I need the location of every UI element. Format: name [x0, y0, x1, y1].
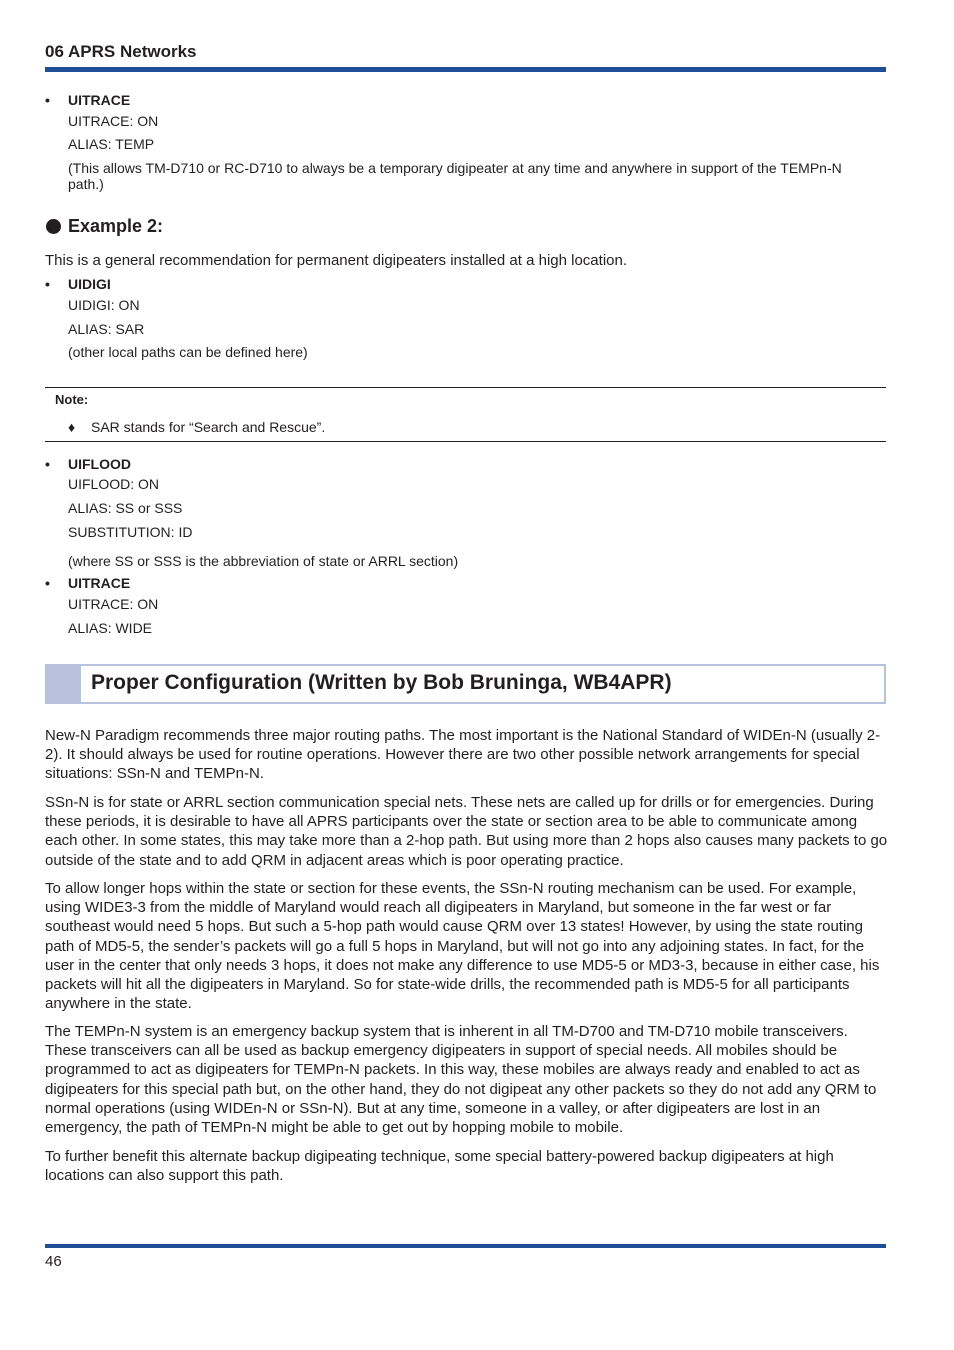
section-title: Proper Configuration (Written by Bob Bruninga, WB4APR) [91, 671, 672, 694]
example-bullet-dot [46, 219, 61, 234]
bullet: • [45, 92, 50, 108]
note-bottom-rule [45, 441, 886, 442]
uitrace-heading: UITRACE [68, 92, 131, 108]
uitrace-line-1: UITRACE: ON [68, 113, 159, 129]
uitrace2-line-2: ALIAS: WIDE [68, 620, 153, 636]
note-label: Note: [55, 392, 89, 407]
page-header-title: 06 APRS Networks [45, 42, 197, 61]
paragraph-1: New-N Paradigm recommends three major routing paths. The most important is the National Standard of WIDEn-N (usually 2-2). It should always be used for routine operations. However there are two other possible network arrangements for special situations: SSn-N and TEMPn-N. [45, 727, 881, 783]
uitrace2-line-1: UITRACE: ON [68, 596, 159, 612]
example-description: This is a general recommendation for permanent digipeaters installed at a high location. [45, 252, 627, 269]
uiflood-line-2: ALIAS: SS or SSS [68, 500, 183, 516]
uidigi-line-2: ALIAS: SAR [68, 321, 145, 337]
paragraph-3: To allow longer hops within the state or section for these events, the SSn-N routing mechanism can be used. For example, using WIDE3-3 from the middle of Maryland would reach all digipeaters in Maryland, but someone in the far west or far southeast would need 5 hops. But such a 5-hop path would cause QRM over 13 states! However, by using the state routing path of MD5-5, the sender’s packets will go a full 5 hops in Maryland, but will not go into any adjoining states. In fact, for the user in the center that only needs 3 hops, it does not make any difference to use MD5-5 or MD3-3, because in either case, his packets will hit all the digipeaters in Maryland. So for state-wide drills, the recommended path is MD5-5 for all participants anywhere in the state. [45, 880, 880, 1013]
footer-rule [45, 1244, 886, 1248]
uidigi-line-3: (other local paths can be defined here) [68, 344, 308, 360]
uidigi-line-1: UIDIGI: ON [68, 297, 140, 313]
uiflood-line-4: (where SS or SSS is the abbreviation of state or ARRL section) [68, 553, 459, 569]
paragraph-4: The TEMPn-N system is an emergency backup system that is inherent in all TM-D700 and TM-D710 mobile transceivers. These transceivers can all be used as backup emergency digipeaters in support of special needs. All mobiles should be programmed to act as digipeaters for TEMPn-N packets. In this way, these mobiles are always ready and enabled to act as digipeaters for this special path but, on the other hand, they do not digipeat any other packets so they do not add any QRM to normal operations (using WIDEn-N or SSn-N). But at any time, someone in a valley, or after digipeaters are lost in an emergency, the path of TEMPn-N might be able to get out by hopping mobile to mobile. [45, 1023, 877, 1137]
uitrace2-heading: UITRACE [68, 575, 131, 591]
bullet: • [45, 456, 50, 472]
section-heading-accent [45, 664, 81, 704]
uidigi-heading: UIDIGI [68, 276, 111, 292]
uiflood-line-1: UIFLOOD: ON [68, 476, 160, 492]
bullet: • [45, 575, 50, 591]
bullet: • [45, 276, 50, 292]
diamond-bullet-icon: ♦ [68, 419, 76, 435]
note-top-rule [45, 387, 886, 388]
page-number: 46 [45, 1253, 62, 1270]
uiflood-line-3: SUBSTITUTION: ID [68, 524, 193, 540]
uiflood-heading: UIFLOOD [68, 456, 131, 472]
header-rule [45, 67, 886, 72]
example-title: Example 2: [68, 216, 164, 236]
uitrace-line-2: ALIAS: TEMP [68, 136, 155, 152]
note-text: SAR stands for “Search and Rescue”. [91, 419, 326, 435]
uitrace-paren-note: (This allows TM-D710 or RC-D710 to always be a temporary digipeater at any time and anywhere in support of the TEMPn-N path.) [68, 160, 842, 192]
paragraph-5: To further benefit this alternate backup digipeating technique, some special battery-powered backup digipeaters at high locations can also support this path. [45, 1148, 834, 1185]
paragraph-2: SSn-N is for state or ARRL section communication special nets. These nets are called up for drills or for emergencies. During these periods, it is desirable to have all APRS participants over the state or section area to be able to communicate among each other. In some states, this may take more than a 2-hop path. But using more than 2 hops also causes many packets to go outside of the state and to add QRM in adjacent areas which is poor operating practice. [45, 794, 888, 869]
